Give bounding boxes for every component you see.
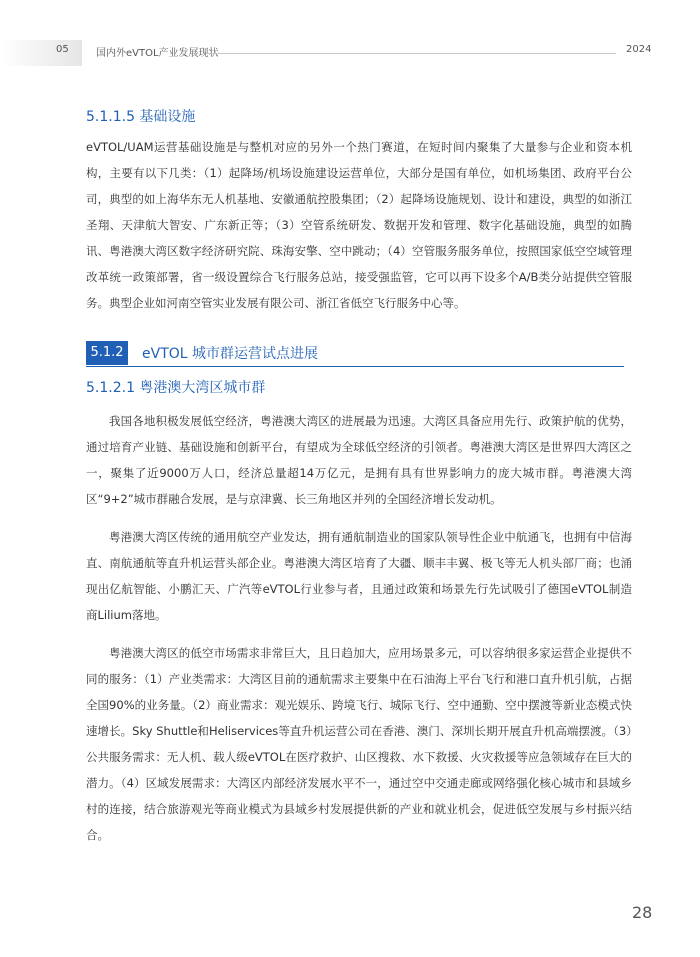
heading-5-1-1-5: 5.1.1.5 基础设施 (86, 109, 196, 125)
section-title-5-1-2: eVTOL 城市群运营试点进展 (142, 346, 319, 362)
header-divider (206, 53, 616, 54)
heading-5-1-2-1: 5.1.2.1 粤港澳大湾区城市群 (86, 380, 266, 396)
paragraph-gba-industry: 粤港澳大湾区传统的通用航空产业发达，拥有通航制造业的国家队领导性企业中航通飞，也拥有中信海直、南航通航等直升机运营头部企业。粤港澳大湾区培育了大疆、顺丰丰翼、极飞等无人机头部厂商；也涌现出亿航智能、小鹏汇天、广汽等eVTOL行业参与者，且通过政策和场景先行先试吸引了德国eVTOL制造商Lilium落地。 (86, 530, 632, 622)
paragraph-gba-overview: 我国各地积极发展低空经济，粤港澳大湾区的进展最为迅速。大湾区具备应用先行、政策护航的优势，通过培育产业链、基础设施和创新平台，有望成为全球低空经济的引领者。粤港澳大湾区是世界四大湾区之一，聚集了近9000万人口，经济总量超14万亿元，是拥有具有世界影响力的庞大城市群。粤港澳大湾区“9+2”城市群融合发展，是与京津冀、长三角地区并列的全国经济增长发动机。 (86, 414, 632, 506)
section-divider (86, 366, 624, 367)
running-header-title: 国内外eVTOL产业发展现状 (96, 48, 219, 59)
header-year: 2024 (626, 44, 652, 55)
paragraph-infrastructure: eVTOL/UAM运营基础设施是与整机对应的另外一个热门赛道，在短时间内聚集了大量参与企业和资本机构，主要有以下几类：（1）起降场/机场设施建设运营单位，大部分是国有单位，如机场集团、政府平台公司，典型的如上海华东无人机基地、安徽通航控股集团；（2）起降场设施规划、设计和建设，典型的如浙江圣翔、天津航大智安、广东新正等；（3）空管系统研发、数据开发和管理、数字化基础设施，典型的如腾讯、粤港澳大湾区数字经济研究院、珠海安擎、空中跳动；（4）空管服务服务单位，按照国家低空空域管理改革统一政策部署，省一级设置综合飞行服务总站，接受强监管，它可以再下设多个A/B类分站提供空管服务。典型企业如河南空管实业发展有限公司、浙江省低空飞行服务中心等。 (86, 140, 632, 310)
chapter-number: 05 (56, 44, 69, 55)
paragraph-gba-demand: 粤港澳大湾区的低空市场需求非常巨大，且日趋加大，应用场景多元，可以容纳很多家运营企业提供不同的服务：（1）产业类需求：大湾区目前的通航需求主要集中在石油海上平台飞行和港口直升机引航，占据全国90%的业务量。（2）商业需求：观光娱乐、跨境飞行、城际飞行、空中通勤、空中摆渡等新业态模式快速增长。Sky Shuttle和Heliservices等直升机运营公司在香港、澳门、深圳长期开展直升机高端摆渡。（3）公共服务需求：无人机、载人级eVTOL在医疗救护、山区搜救、水下救援、火灾救援等应急领域存在巨大的潜力。（4）区域发展需求：大湾区内部经济发展水平不一，通过空中交通走廊或网络强化核心城市和县域乡村的连接，结合旅游观光等商业模式为县域乡村发展提供新的产业和就业机会，促进低空发展与乡村振兴结合。 (86, 646, 632, 842)
header-tab-shade (0, 40, 82, 66)
page-number: 28 (632, 903, 653, 922)
section-number-badge: 5.1.2 (86, 341, 128, 365)
